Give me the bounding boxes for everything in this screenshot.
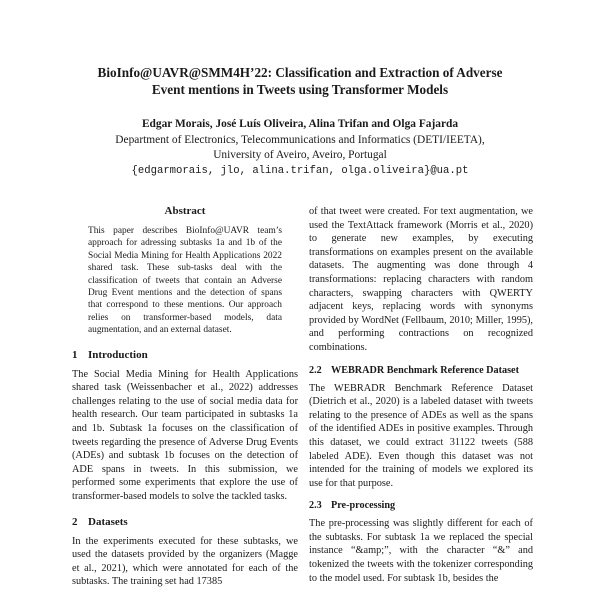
- section-title: Datasets: [88, 515, 128, 528]
- right-column: [309, 205, 533, 585]
- datasets-text: In the experiments executed for these subtasks, we used the datasets provided by the organizers (Magge et al., 2021), which were annotated for each of the subtasks. The training set had 17385: [72, 535, 298, 588]
- introduction-text: The Social Media Mining for Health Applications shared task (Weissenbacher et al., 2022) addresses challenges relating to the use of social media data for health research. Our team participated in subtasks 1a and 1b. Subtask 1a focuses on the classification of tweets regarding the presence of Adverse Drug Events (ADEs) and subtask 1b focuses on the detection of ADE spans in tweets. In this submission, we performed some experiments that explore the use of transformer-based models to solve the tackled tasks.: [72, 368, 298, 502]
- author-emails: {edgarmorais, jlo, alina.trifan, olga.oliveira}@ua.pt: [131, 164, 469, 177]
- section-title: Introduction: [88, 348, 148, 361]
- section-number: 2: [72, 515, 78, 528]
- webradr-text: The WEBRADR Benchmark Reference Dataset (Dietrich et al., 2020) is a labeled dataset with tweets relating to the presence of ADEs as well as the spans of the identified ADEs in positive examples. Through this dataset, we could extract 31122 tweets (588 labeled ADE). Even though this dataset was not intended for the training of models we explored its use for that purpose.: [309, 382, 533, 489]
- paper-title: [40, 64, 560, 98]
- paper-title-line-1: BioInfo@UAVR@SMM4H’22: Classification and Extraction of Adverse: [97, 65, 503, 80]
- subsection-number: 2.2: [309, 364, 322, 376]
- subsection-title: Pre-processing: [331, 500, 396, 512]
- paper-title-line-2: Event mentions in Tweets using Transformer Models: [151, 82, 449, 97]
- subsection-heading-webradr: [309, 365, 533, 376]
- section-heading-datasets: [72, 516, 298, 528]
- section-number: 1: [72, 348, 78, 361]
- abstract-heading: Abstract: [164, 205, 206, 217]
- subsection-number: 2.3: [309, 500, 322, 512]
- subsection-heading-preprocessing: [309, 500, 533, 511]
- author-block: [40, 117, 560, 179]
- section-heading-introduction: [72, 349, 298, 361]
- left-column: [72, 205, 298, 589]
- subsection-title: WEBRADR Benchmark Reference Dataset: [331, 364, 519, 376]
- continued-text: of that tweet were created. For text augmentation, we used the TextAttack framework (Morris et al., 2020) to generate new examples, by executing transformations on examples present on the available datasets. The augmenting was done through 4 transformations: replacing characters with random characters, swapping characters with QWERTY adjacent keys, replacing words with synonyms provided by WordNet (Fellbaum, 2010; Miller, 1995), and performing contractions on recognized combinations.: [309, 206, 533, 353]
- affiliation-line-1: Department of Electronics, Telecommunications and Informatics (DETI/IEETA),: [115, 133, 485, 146]
- abstract-text: This paper describes BioInfo@UAVR team’s approach for adressing subtasks 1a and 1b of the Social Media Mining for Health Applications 2022 shared task. These sub-tasks deal with the classification of tweets that contain an Adverse Drug Event mentions and the detection of spans that correspond to these mentions. Our approach relies on transformer-based models, data augmentation, and an external dataset.: [88, 226, 282, 336]
- author-names: Edgar Morais, José Luís Oliveira, Alina Trifan and Olga Fajarda: [141, 118, 459, 130]
- affiliation-line-2: University of Aveiro, Aveiro, Portugal: [213, 149, 387, 161]
- preprocessing-text: The pre-processing was slightly different for each of the subtasks. For subtask 1a we replaced the special instance “&amp;”, with the character “&” and tokenized the tweets with the tokenizer corresponding to the model used. For subtask 1b, besides the: [309, 518, 533, 584]
